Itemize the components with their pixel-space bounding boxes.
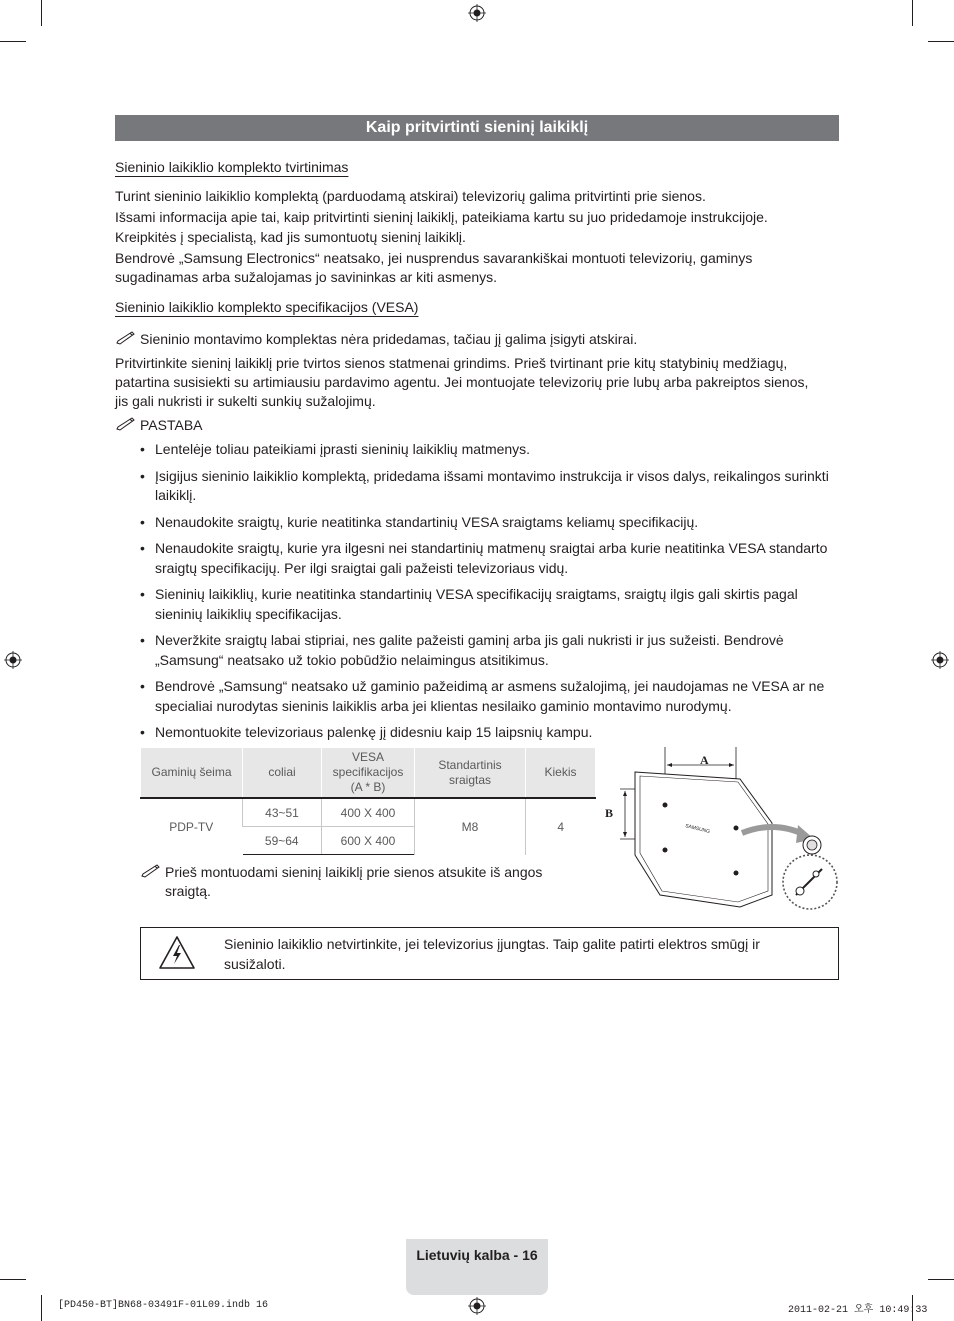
table-header-row xyxy=(141,748,596,799)
brand-label: SAMSUNG xyxy=(684,823,711,836)
section-heading: Sieninio laikiklio komplekto specifikacijos (VESA) xyxy=(115,299,419,315)
column-header: Gaminių šeima xyxy=(141,748,243,799)
pencil-note-icon xyxy=(116,331,136,345)
crop-mark xyxy=(41,0,42,26)
column-header: VESA specifikacijos (A * B) xyxy=(322,748,415,799)
tv-wall-mount-diagram xyxy=(600,745,840,915)
list-item: • Nemontuokite televizoriaus palenkę jį didesniu kaip 15 laipsnių kampu. xyxy=(140,723,838,743)
list-item: • Neveržkite sraigtų labai stipriai, nes galite pažeisti gaminį arba jis gali nukristi ir jus sužeisti. Bendrovė „Samsung“ neatsako už tokio pobūdžio nelaimingus atsitikimus. xyxy=(140,631,838,670)
column-header: Standartinis sraigtas xyxy=(415,748,526,799)
paragraph: Kreipkitės į specialistą, kad jis sumontuotų sieninį laikiklį. xyxy=(115,229,466,245)
crop-mark xyxy=(41,1295,42,1321)
column-header: Kiekis xyxy=(526,748,596,799)
note-text: Sieninio montavimo komplektas nėra pridedamas, tačiau jį galima įsigyti atskirai. xyxy=(140,331,638,347)
warning-text: susižaloti. xyxy=(224,956,286,972)
pencil-note-icon xyxy=(116,417,136,431)
crop-mark xyxy=(912,0,913,26)
list-item: • Įsigijus sieninio laikiklio komplektą, pridedama išsami montavimo instrukcija ir visos dalys, reikalingos surinkti laikiklį. xyxy=(140,467,838,506)
page-title: Kaip pritvirtinti sieninį laikiklį xyxy=(115,115,839,141)
paragraph: Bendrovė „Samsung Electronics“ neatsako, jei nusprendus savarankiškai montuoti televizorių, gaminys xyxy=(115,250,753,266)
registration-mark-icon xyxy=(468,1297,486,1315)
registration-mark-icon xyxy=(931,651,949,669)
note-text: Prieš montuodami sieninį laikiklį prie sienos atsukite iš angos xyxy=(165,864,543,880)
table-row xyxy=(141,798,596,827)
warning-text: Sieninio laikiklio netvirtinkite, jei televizorius įjungtas. Taip galite patirti elektros smūgį ir xyxy=(224,936,760,952)
paragraph: Turint sieninio laikiklio komplektą (parduodamą atskirai) televizorių galima pritvirtinti prie sienos. xyxy=(115,188,706,204)
table-cell: 59~64 xyxy=(243,827,322,855)
paragraph: jis gali nukristi ir sukelti sunkių sužalojimų. xyxy=(115,393,376,409)
table-cell: M8 xyxy=(415,798,526,855)
list-item: • Sieninių laikiklių, kurie neatitinka standartinių VESA specifikacijų sraigtams, sraigtų ilgis gali skirtis pagal sieninių laikiklių specifikacijas. xyxy=(140,585,838,624)
list-item: • Nenaudokite sraigtų, kurie neatitinka standartinių VESA sraigtams keliamų specifikacijų. xyxy=(140,513,838,533)
table-cell: 400 X 400 xyxy=(322,798,415,827)
table-cell: 4 xyxy=(526,798,596,855)
dimension-b-label: B xyxy=(605,806,614,820)
pencil-note-icon xyxy=(141,864,161,878)
registration-mark-icon xyxy=(468,4,486,22)
crop-mark xyxy=(0,1279,26,1280)
note-text: sraigtą. xyxy=(165,883,211,899)
crop-mark xyxy=(0,41,26,42)
section-heading: Sieninio laikiklio komplekto tvirtinimas xyxy=(115,159,349,175)
dimension-a-label: A xyxy=(700,753,709,767)
table-cell: 600 X 400 xyxy=(322,827,415,855)
column-header: coliai xyxy=(243,748,322,799)
vesa-spec-table xyxy=(140,747,596,855)
crop-mark xyxy=(928,41,954,42)
notes-list xyxy=(140,440,838,750)
table-cell: PDP-TV xyxy=(141,798,243,855)
table-cell: 43~51 xyxy=(243,798,322,827)
warning-electric-icon xyxy=(158,935,196,970)
registration-mark-icon xyxy=(4,651,22,669)
print-slug: 2011-02-21 오후 10:49:33 xyxy=(788,1305,928,1316)
print-slug: [PD450-BT]BN68-03491F-01L09.indb 16 xyxy=(58,1300,269,1311)
list-item: • Lentelėje toliau pateikiami įprasti sieninių laikiklių matmenys. xyxy=(140,440,838,460)
note-label: PASTABA xyxy=(140,417,203,433)
paragraph: Pritvirtinkite sieninį laikiklį prie tvirtos sienos statmenai grindims. Prieš tvirtinant prie kitų statybinių medžiagų, xyxy=(115,355,788,371)
list-item: • Bendrovė „Samsung“ neatsako už gaminio pažeidimą ar asmens sužalojimą, jei naudojamas ne VESA ar ne specialiai nurodytas sieninis laikiklis arba jei klientas nesilaiko gaminio montavimo nurodymų. xyxy=(140,677,838,716)
page-number: Lietuvių kalba - 16 xyxy=(416,1247,538,1263)
paragraph: sugadinamas arba sužalojamas jo savininkas ar kiti asmenys. xyxy=(115,269,498,285)
list-item: • Nenaudokite sraigtų, kurie yra ilgesni nei standartinių matmenų sraigtai arba kurie neatitinka VESA standarto sraigtų specifikacijų. Per ilgi sraigtai gali pažeisti televizoriaus vidų. xyxy=(140,539,838,578)
paragraph: patartina susisiekti su artimiausiu pardavimo agentu. Jei montuojate televizorių prie lubų arba pakreiptos sienos, xyxy=(115,374,809,390)
crop-mark xyxy=(928,1279,954,1280)
paragraph: Išsami informacija apie tai, kaip pritvirtinti sieninį laikiklį, pateikiama kartu su juo pridedamoje instrukcijoje. xyxy=(115,209,768,225)
